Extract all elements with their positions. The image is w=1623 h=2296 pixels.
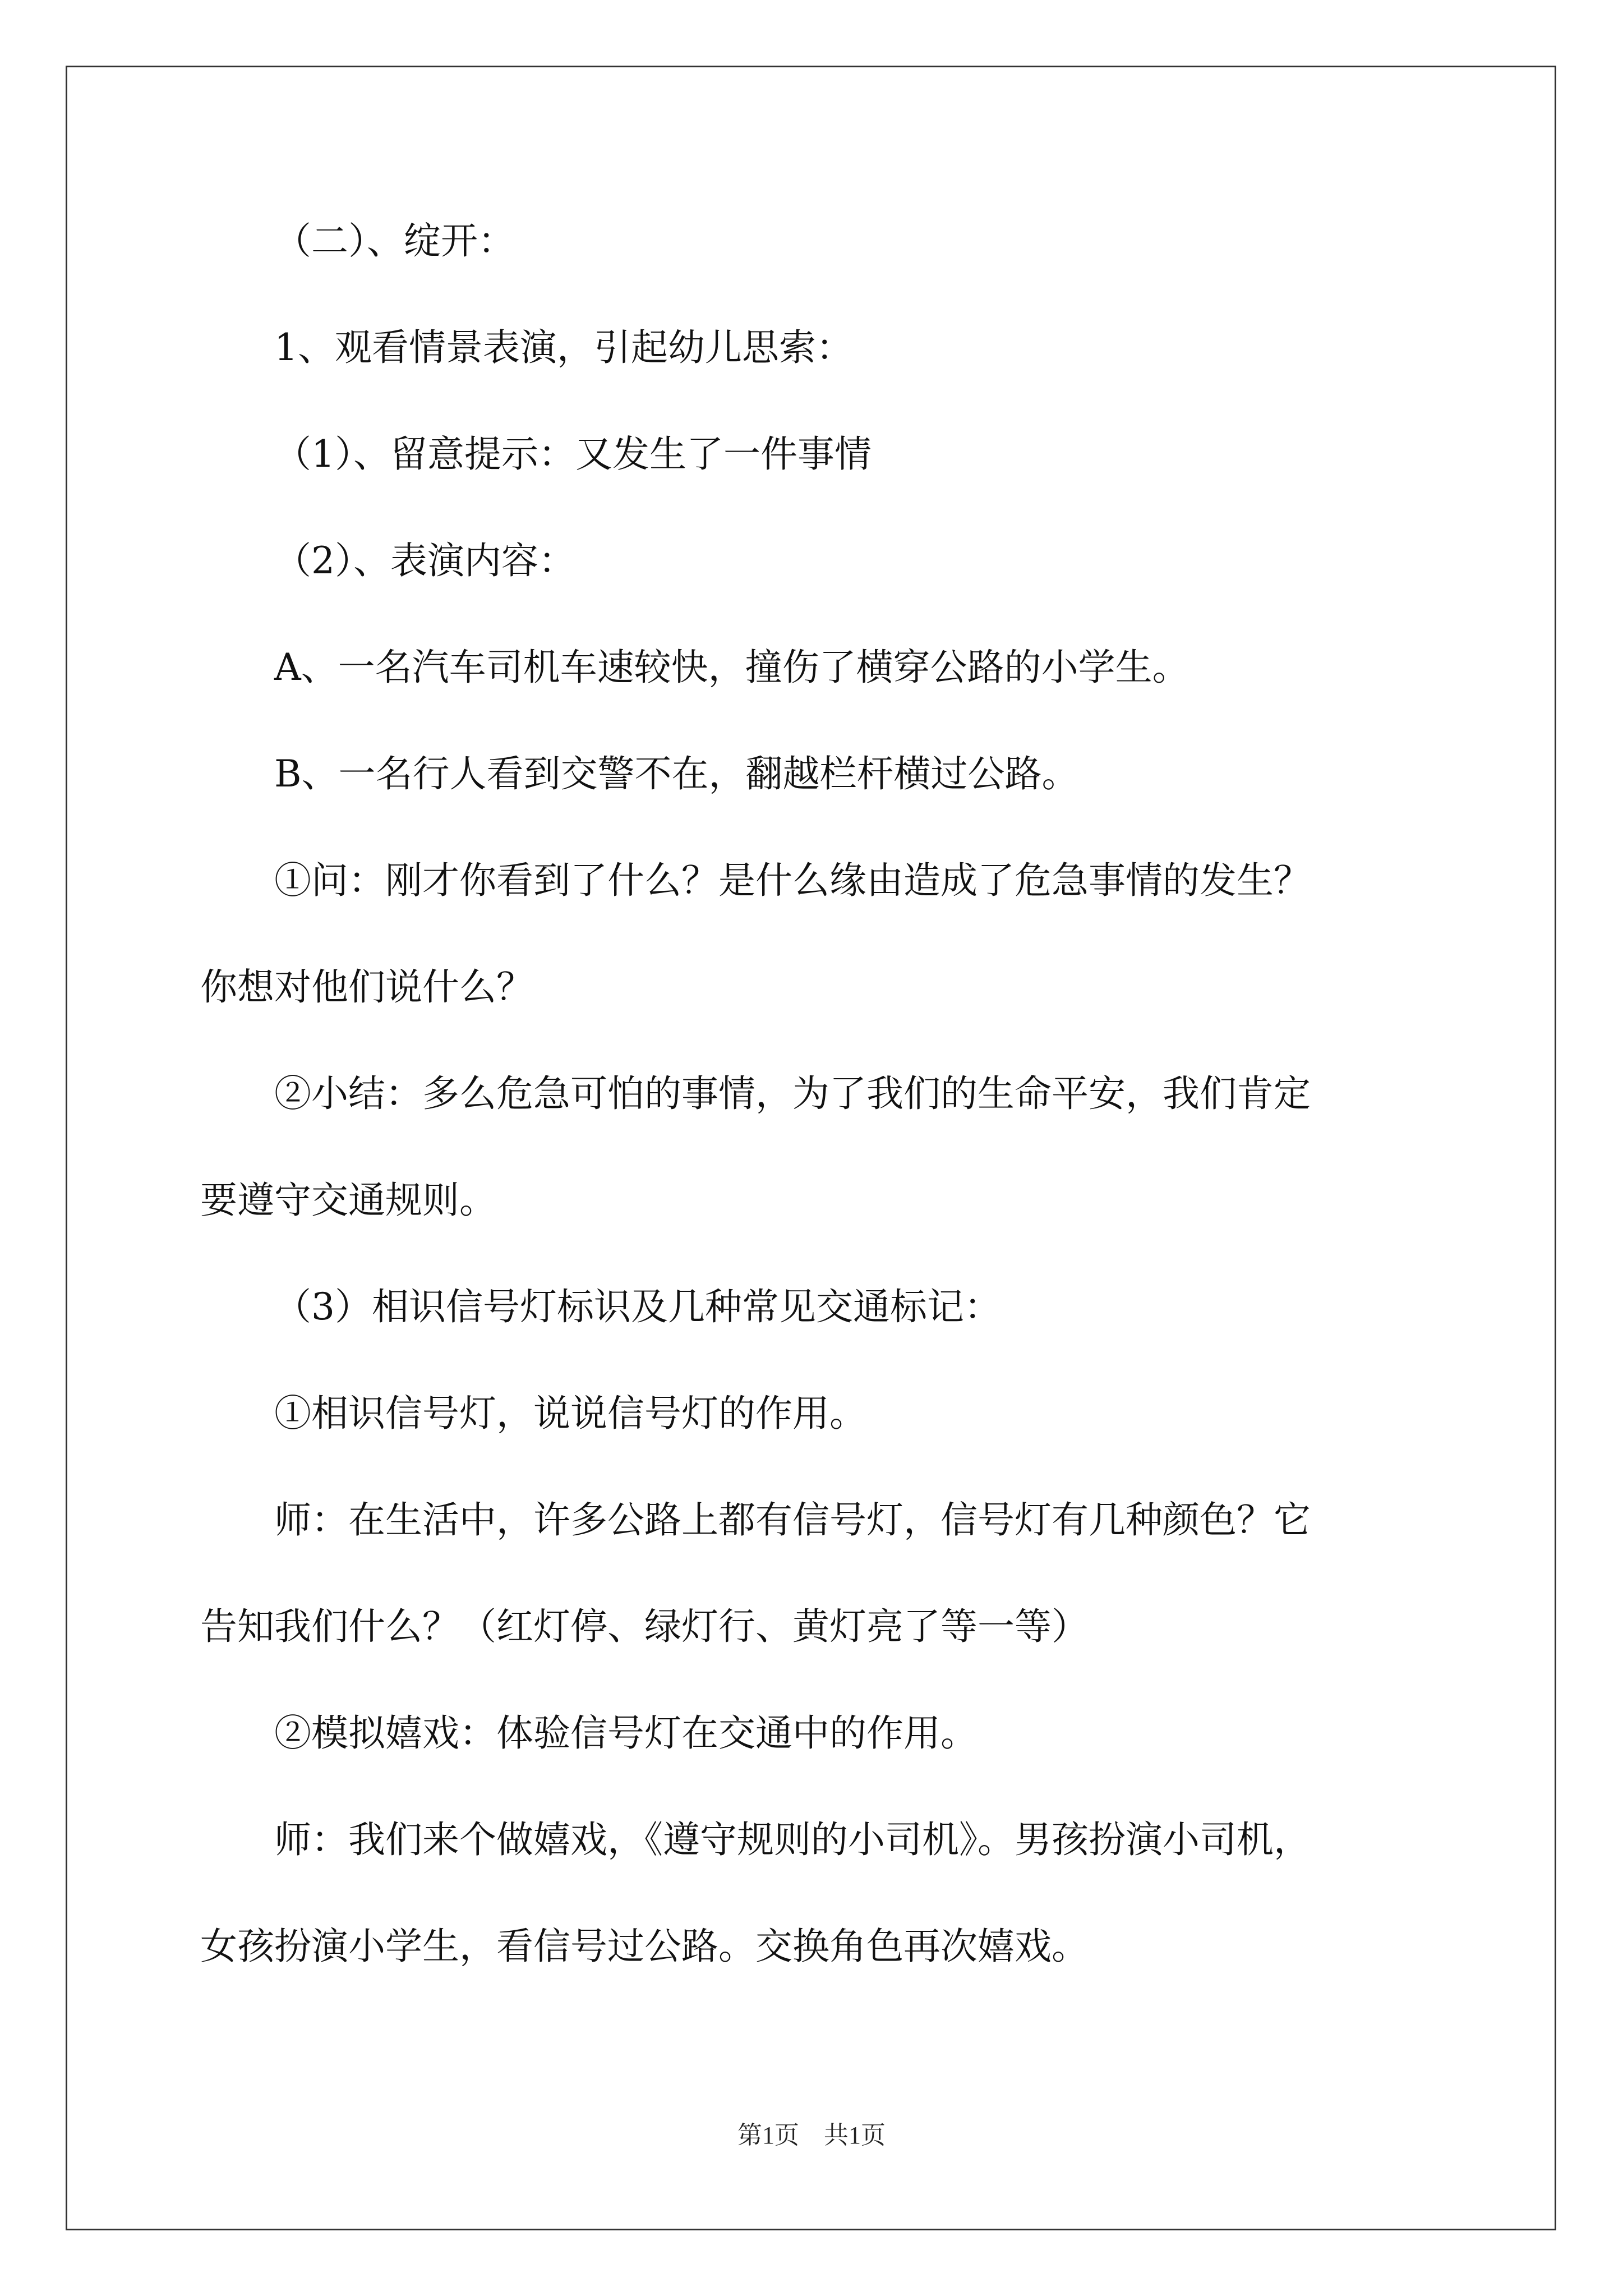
page-number: 第1页 共1页 [737, 2122, 886, 2149]
paragraph-line: 女孩扮演小学生，看信号过公路。交换角色再次嬉戏。 [200, 1925, 1089, 1968]
paragraph-line: （1）、留意提示：又发生了一件事情 [274, 432, 872, 476]
paragraph-line: 你想对他们说什么？ [200, 965, 533, 1009]
paragraph-line: A、一名汽车司机车速较快，撞伤了横穿公路的小学生。 [274, 646, 1189, 689]
paragraph-line: ②小结：多么危急可怕的事情，为了我们的生命平安，我们肯定 [274, 1072, 1311, 1115]
paragraph-line: ②模拟嬉戏：体验信号灯在交通中的作用。 [274, 1711, 978, 1755]
paragraph-line: （2）、表演内容： [274, 539, 575, 582]
paragraph-line: ①相识信号灯，说说信号灯的作用。 [274, 1392, 866, 1435]
paragraph-line: （3）相识信号灯标识及几种常见交通标记： [274, 1285, 1001, 1328]
paragraph-line: 师：在生活中，许多公路上都有信号灯，信号灯有几种颜色？它 [274, 1498, 1311, 1542]
paragraph-line: 师：我们来个做嬉戏，《遵守规则的小司机》。男孩扮演小司机， [274, 1818, 1311, 1861]
paragraph-line: ①问：刚才你看到了什么？是什么缘由造成了危急事情的发生？ [274, 859, 1311, 902]
paragraph-line: 要遵守交通规则。 [200, 1179, 496, 1222]
page-border [66, 66, 1556, 2230]
paragraph-line: B、一名行人看到交警不在，翻越栏杆横过公路。 [274, 752, 1079, 795]
section-heading: （二）、绽开： [274, 219, 515, 263]
paragraph-line: 1、观看情景表演，引起幼儿思索： [274, 326, 853, 369]
paragraph-line: 告知我们什么？（红灯停、绿灯行、黄灯亮了等一等） [200, 1605, 1089, 1648]
